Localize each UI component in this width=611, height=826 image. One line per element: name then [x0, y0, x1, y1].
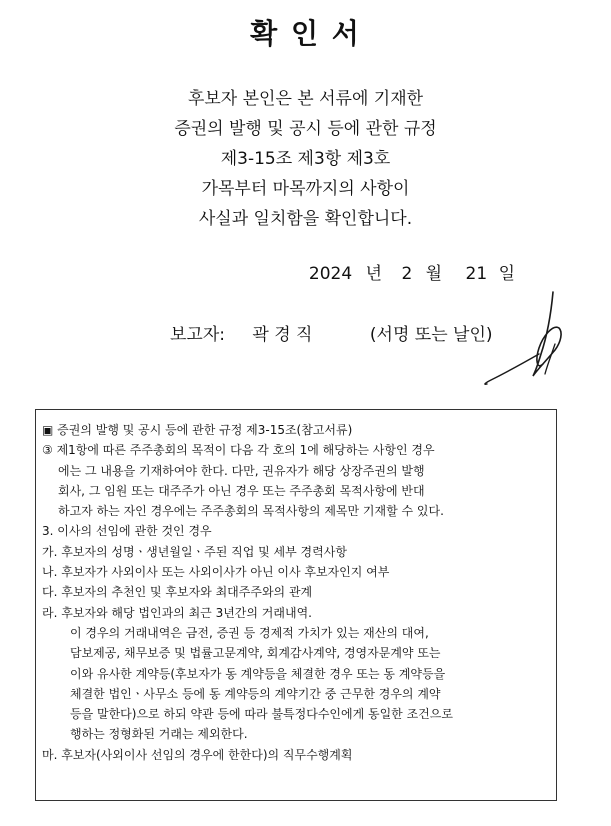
reference-line: 다. 후보자의 추천인 및 후보자와 최대주주와의 관계 — [42, 585, 313, 600]
date-day: 21 — [465, 264, 488, 284]
statement-line: 증권의 발행 및 공시 등에 관한 규정 — [174, 119, 437, 139]
reference-line: 나. 후보자가 사외이사 또는 사외이사가 아닌 이사 후보자인지 여부 — [42, 565, 390, 580]
date-year-unit: 년 — [365, 264, 383, 284]
reference-line: 마. 후보자(사외이사 선임의 경우에 한한다)의 직무수행계획 — [42, 747, 353, 762]
reference-line: 등을 말한다)으로 하되 약관 등에 따라 불특정다수인에게 동일한 조건으로 — [70, 707, 453, 722]
reference-line: 회사, 그 임원 또는 대주주가 아닌 경우 또는 주주총회 목적사항에 반대 — [58, 483, 425, 498]
reference-box — [35, 409, 557, 801]
reference-line: 행하는 정형화된 거래는 제외한다. — [70, 727, 248, 742]
reference-line: 3. 이사의 선임에 관한 것인 경우 — [42, 524, 212, 539]
reference-line: 라. 후보자와 해당 법인과의 최근 3년간의 거래내역. — [42, 605, 312, 620]
reference-heading: ▣ 증권의 발행 및 공시 등에 관한 규정 제3-15조(참고서류) — [42, 423, 353, 437]
reference-line: ③ 제1항에 따른 주주총회의 목적이 다음 각 호의 1에 해당하는 사항인 경우 — [42, 443, 435, 458]
statement-line: 가목부터 마목까지의 사항이 — [201, 179, 410, 199]
statement-line: 후보자 본인은 본 서류에 기재한 — [187, 89, 424, 109]
document-date — [309, 259, 515, 284]
reference-text — [42, 420, 552, 765]
statement-line: 제3-15조 제3항 제3호 — [220, 149, 391, 169]
reference-line: 담보제공, 채무보증 및 법률고문계약, 회계감사계약, 경영자문계약 또는 — [70, 646, 441, 661]
date-year: 2024 — [308, 264, 353, 284]
reference-line: 하고자 하는 자인 경우에는 주주총회의 목적사항의 제목만 기재할 수 있다. — [58, 504, 444, 519]
sign-note: (서명 또는 날인) — [369, 325, 493, 345]
reporter-line — [170, 320, 493, 345]
date-day-unit: 일 — [498, 264, 515, 284]
reference-line: 이와 유사한 계약등(후보자가 동 계약등을 체결한 경우 또는 동 계약등을 — [70, 666, 446, 681]
reporter-label: 보고자: — [170, 325, 225, 345]
document-title: 확 인 서 — [250, 17, 361, 50]
reference-line: 가. 후보자의 성명ㆍ생년월일ㆍ주된 직업 및 세부 경력사항 — [42, 544, 347, 559]
signature — [455, 284, 595, 399]
reference-line: 에는 그 내용을 기재하여야 한다. 다만, 권유자가 해당 상장주권의 발행 — [58, 463, 425, 478]
reporter-name: 곽 경 직 — [252, 325, 313, 345]
date-month-unit: 월 — [425, 264, 443, 284]
date-month: 2 — [401, 264, 413, 284]
reference-line: 체결한 법인ㆍ사무소 등에 동 계약등의 계약기간 중 근무한 경우의 계약 — [70, 686, 441, 701]
reference-line: 이 경우의 거래내역은 금전, 증권 등 경제적 가치가 있는 재산의 대여, — [70, 625, 429, 640]
statement-line: 사실과 일치함을 확인합니다. — [198, 209, 413, 229]
confirmation-statement — [0, 84, 611, 234]
